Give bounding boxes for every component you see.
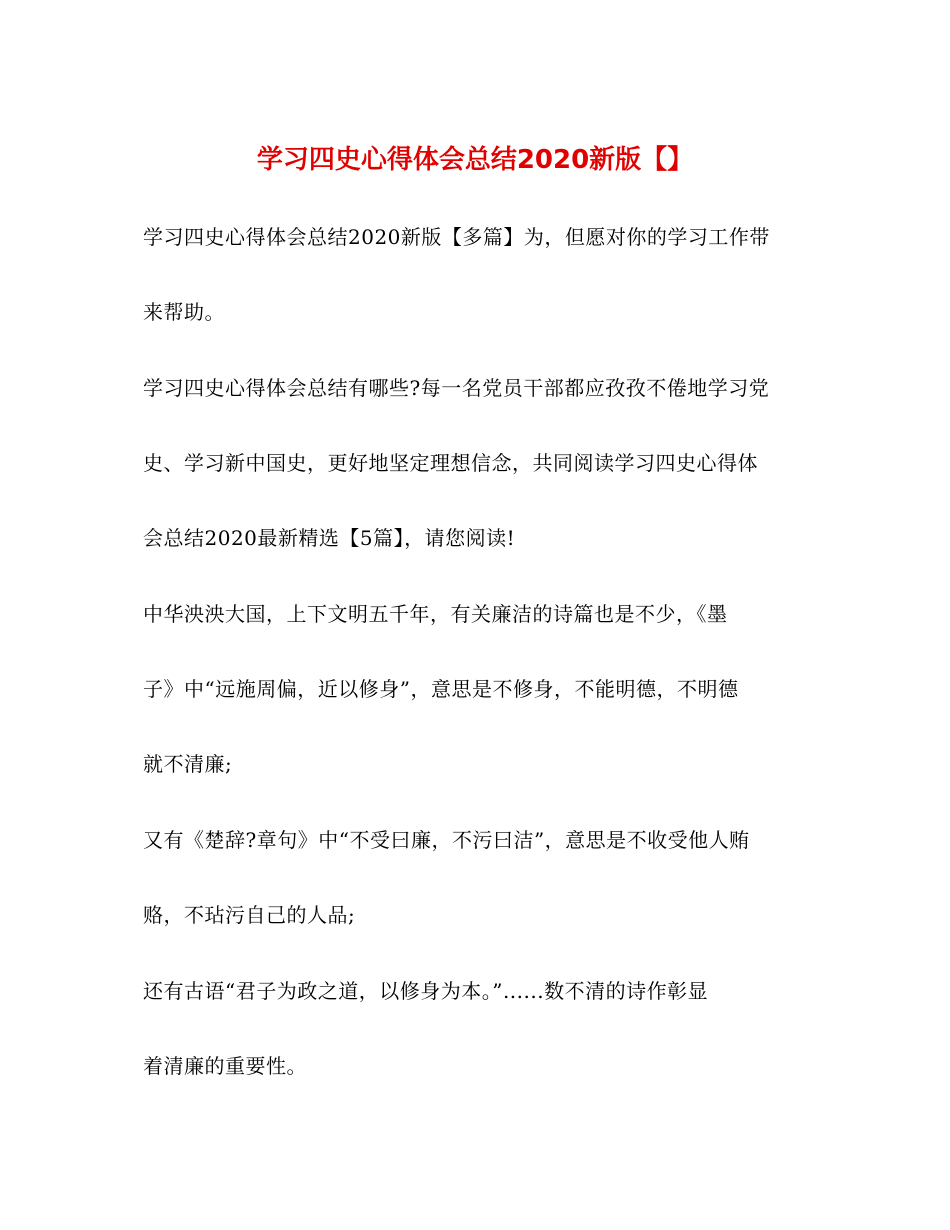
paragraph-line: 史、学习新中国史，更好地坚定理想信念，共同阅读学习四史心得体 — [143, 451, 758, 475]
paragraph-line: 中华泱泱大国，上下文明五千年，有关廉洁的诗篇也是不少，《墨 — [143, 602, 728, 626]
paragraph-summary — [143, 351, 808, 576]
paragraph-intro — [143, 200, 808, 350]
paragraph-line: 学习四史心得体会总结2020新版【多篇】为，但愿对你的学习工作带 — [143, 225, 770, 249]
paragraph-line: 还有古语“君子为政之道，以修身为本。”......数不清的诗作彰显 — [143, 979, 709, 1003]
paragraph-proverb — [143, 954, 808, 1104]
paragraph-line: 学习四史心得体会总结有哪些?每一名党员干部都应孜孜不倦地学习党 — [143, 376, 770, 400]
paragraph-line: 来帮助。 — [143, 300, 225, 324]
document-body — [143, 200, 808, 1105]
paragraph-chuci — [143, 803, 808, 953]
paragraph-line: 子》中“远施周偏，近以修身”，意思是不修身，不能明德，不明德 — [143, 677, 739, 701]
paragraph-mozi — [143, 577, 808, 802]
paragraph-line: 着清廉的重要性。 — [143, 1054, 307, 1078]
paragraph-line: 就不清廉; — [143, 752, 233, 776]
paragraph-line: 又有《楚辞?章句》中“不受曰廉，不污曰洁”，意思是不收受他人贿 — [143, 828, 750, 852]
paragraph-line: 会总结2020最新精选【5篇】，请您阅读! — [143, 526, 516, 550]
document-title: 学习四史心得体会总结2020新版【】 — [256, 145, 694, 175]
paragraph-line: 赂，不玷污自己的人品; — [143, 903, 356, 927]
